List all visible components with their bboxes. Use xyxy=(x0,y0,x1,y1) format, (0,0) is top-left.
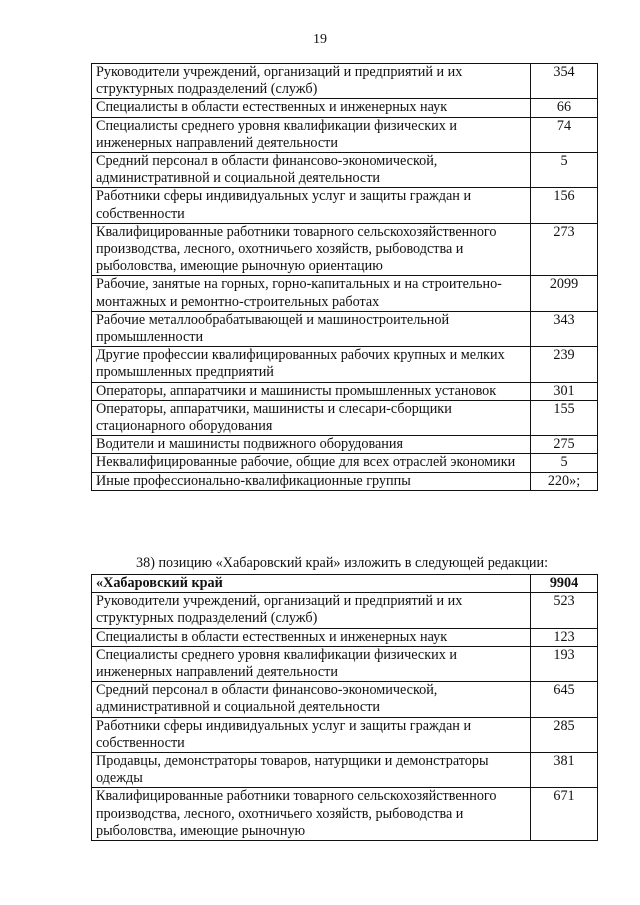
row-label: Операторы, аппаратчики и машинисты промышленных установок xyxy=(92,382,531,400)
table-row xyxy=(92,682,598,717)
row-label: Рабочие металлообрабатывающей и машиностроительной промышленности xyxy=(92,311,531,346)
row-value: 671 xyxy=(531,788,598,841)
table-row xyxy=(92,472,598,490)
row-label: Средний персонал в области финансово-экономической, административной и социальной деятельности xyxy=(92,682,531,717)
row-label: Квалифицированные работники товарного сельскохозяйственного производства, лесного, охотничьего хозяйств, рыбоводства и рыболовства, имеющие рыночную xyxy=(92,788,531,841)
row-label: Работники сферы индивидуальных услуг и защиты граждан и собственности xyxy=(92,188,531,223)
row-value: 155 xyxy=(531,400,598,435)
table-body xyxy=(92,64,598,491)
table-row xyxy=(92,753,598,788)
row-label: Работники сферы индивидуальных услуг и защиты граждан и собственности xyxy=(92,717,531,752)
table-row xyxy=(92,311,598,346)
row-value: 193 xyxy=(531,646,598,681)
row-label: Другие профессии квалифицированных рабочих крупных и мелких промышленных предприятий xyxy=(92,347,531,382)
row-value: 156 xyxy=(531,188,598,223)
row-label: Неквалифицированные рабочие, общие для всех отраслей экономики xyxy=(92,454,531,472)
row-label: Руководители учреждений, организаций и предприятий и их структурных подразделений (служб) xyxy=(92,64,531,99)
row-value: 123 xyxy=(531,628,598,646)
occupation-table-previous-region xyxy=(91,63,598,491)
page-number: 19 xyxy=(313,32,327,47)
row-value: 381 xyxy=(531,753,598,788)
row-value: 523 xyxy=(531,593,598,628)
table-body xyxy=(92,575,598,841)
region-name: «Хабаровский край xyxy=(92,575,531,593)
table-row xyxy=(92,347,598,382)
row-label: Средний персонал в области финансово-экономической, административной и социальной деятельности xyxy=(92,153,531,188)
table-row xyxy=(92,454,598,472)
row-label: Руководители учреждений, организаций и предприятий и их структурных подразделений (служб) xyxy=(92,593,531,628)
row-label: Продавцы, демонстраторы товаров, натурщики и демонстраторы одежды xyxy=(92,753,531,788)
table-row xyxy=(92,400,598,435)
row-value: 239 xyxy=(531,347,598,382)
table-row xyxy=(92,64,598,99)
row-label: Специалисты среднего уровня квалификации физических и инженерных направлений деятельности xyxy=(92,646,531,681)
row-value: 273 xyxy=(531,223,598,276)
region-header-row xyxy=(92,575,598,593)
table-row xyxy=(92,788,598,841)
row-value: 354 xyxy=(531,64,598,99)
table-row xyxy=(92,717,598,752)
region-total: 9904 xyxy=(531,575,598,593)
row-label: Специалисты в области естественных и инженерных наук xyxy=(92,99,531,117)
row-label: Операторы, аппаратчики, машинисты и слесари-сборщики стационарного оборудования xyxy=(92,400,531,435)
row-label: Специалисты в области естественных и инженерных наук xyxy=(92,628,531,646)
table-row xyxy=(92,436,598,454)
row-value: 74 xyxy=(531,117,598,152)
table-row xyxy=(92,188,598,223)
table-row xyxy=(92,153,598,188)
amendment-instruction: 38) позицию «Хабаровский край» изложить в следующей редакции: xyxy=(136,555,549,571)
row-label: Рабочие, занятые на горных, горно-капитальных и на строительно-монтажных и ремонтно-строительных работах xyxy=(92,276,531,311)
row-value: 301 xyxy=(531,382,598,400)
table-row xyxy=(92,276,598,311)
row-value: 220»; xyxy=(531,472,598,490)
row-value: 275 xyxy=(531,436,598,454)
row-value: 66 xyxy=(531,99,598,117)
row-value: 285 xyxy=(531,717,598,752)
row-value: 5 xyxy=(531,153,598,188)
row-label: Квалифицированные работники товарного сельскохозяйственного производства, лесного, охотничьего хозяйств, рыбоводства и рыболовства, имеющие рыночную ориентацию xyxy=(92,223,531,276)
row-value: 343 xyxy=(531,311,598,346)
occupation-table-khabarovsk xyxy=(91,574,598,841)
table-row xyxy=(92,117,598,152)
table-row xyxy=(92,646,598,681)
row-label: Водители и машинисты подвижного оборудования xyxy=(92,436,531,454)
table-row xyxy=(92,382,598,400)
table-row xyxy=(92,628,598,646)
table-row xyxy=(92,223,598,276)
table-row xyxy=(92,99,598,117)
row-value: 2099 xyxy=(531,276,598,311)
row-label: Специалисты среднего уровня квалификации физических и инженерных направлений деятельности xyxy=(92,117,531,152)
row-label: Иные профессионально-квалификационные группы xyxy=(92,472,531,490)
row-value: 5 xyxy=(531,454,598,472)
row-value: 645 xyxy=(531,682,598,717)
table-row xyxy=(92,593,598,628)
